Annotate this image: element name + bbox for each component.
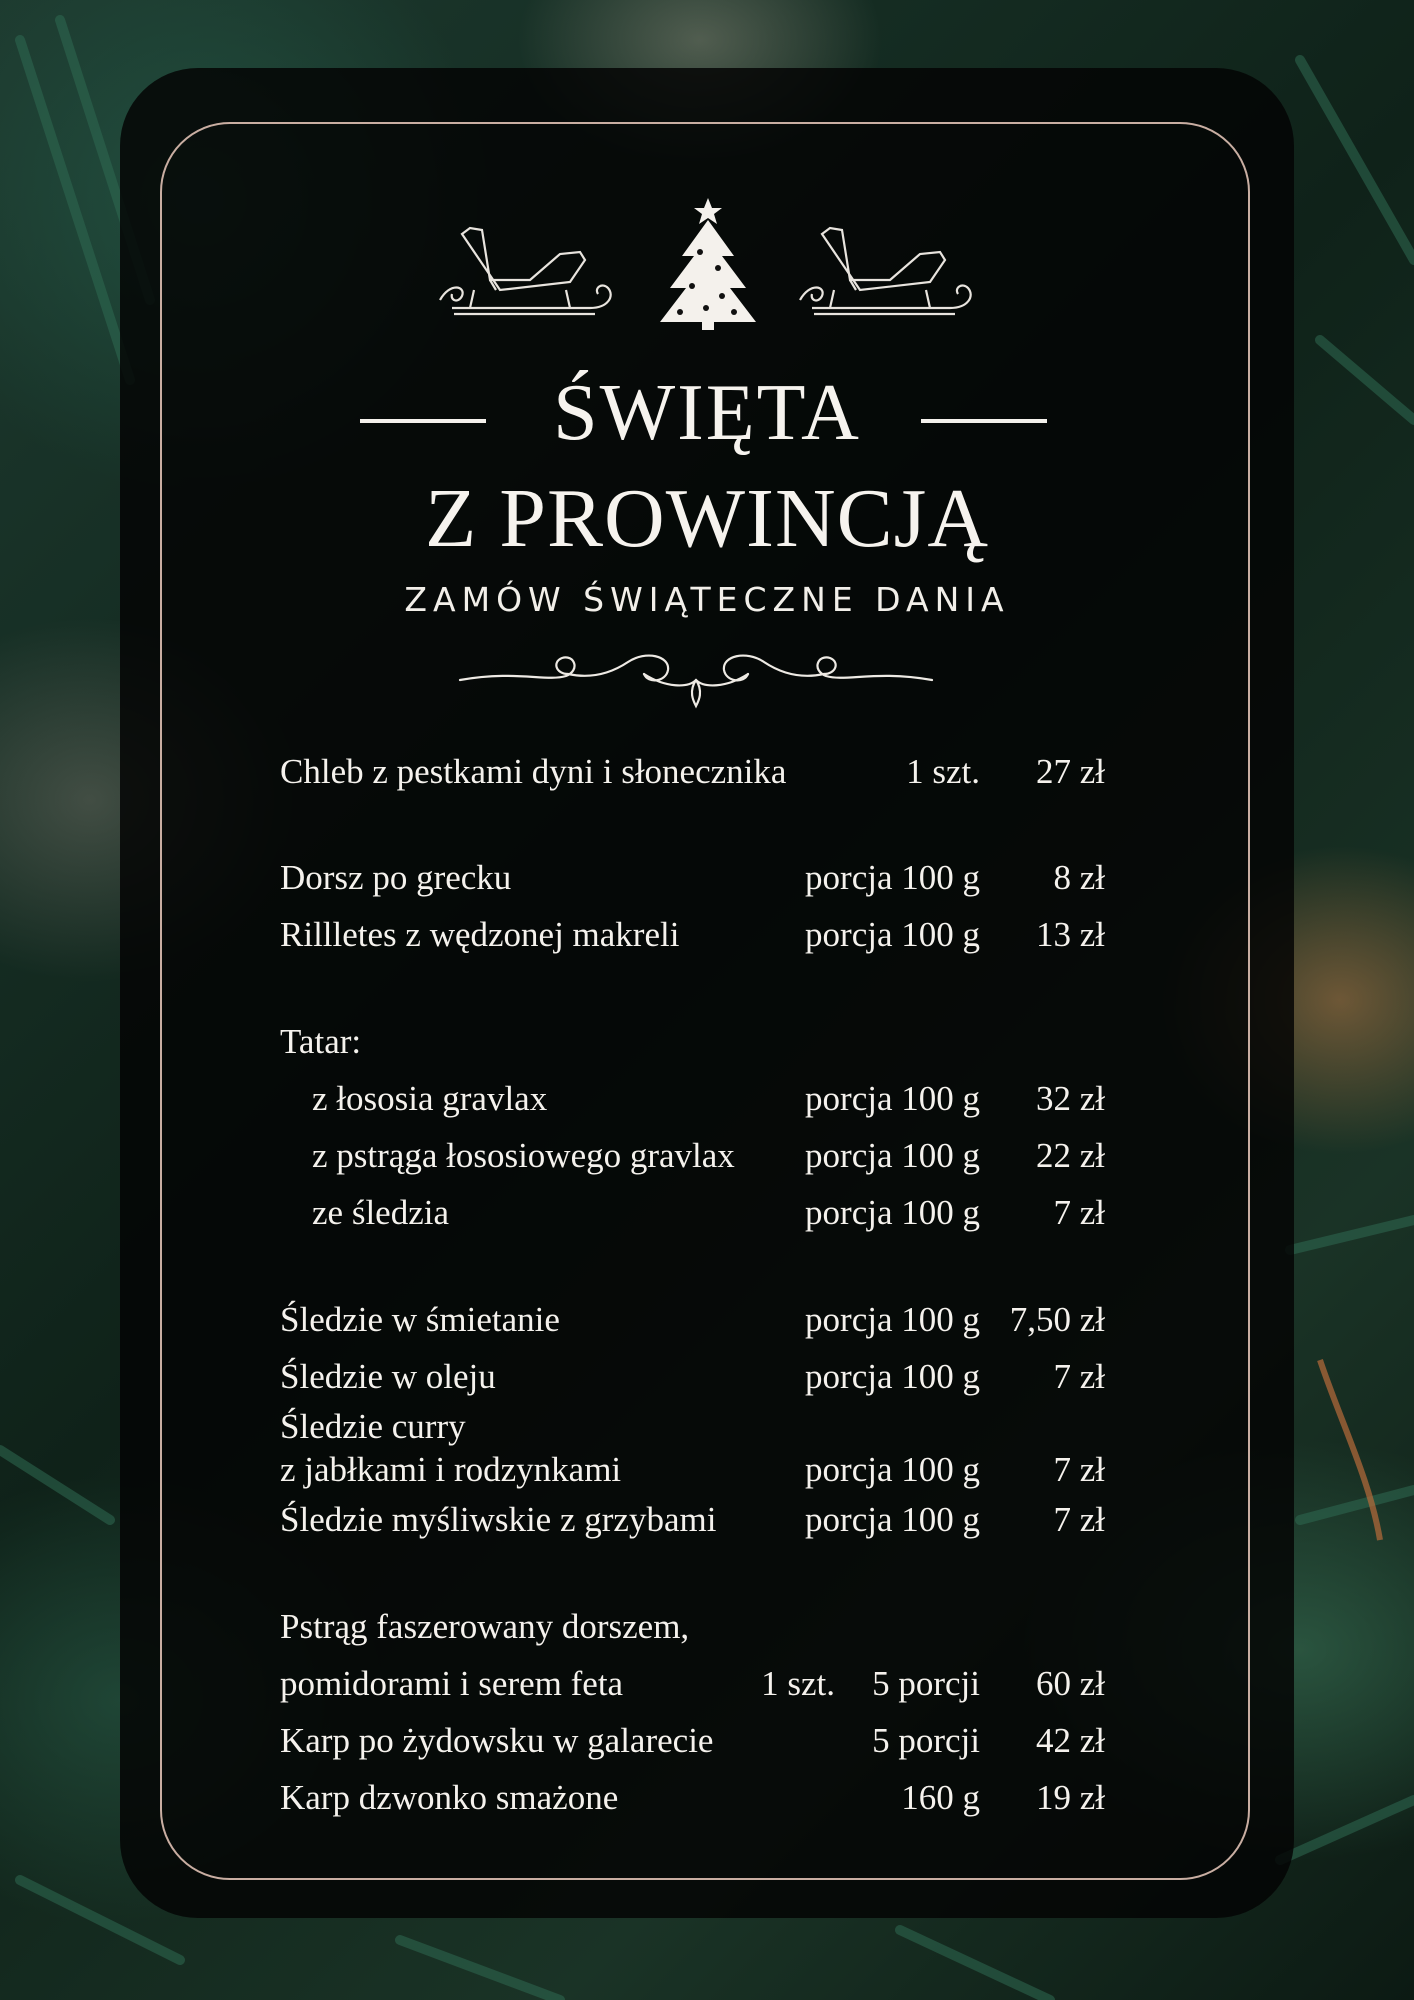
title-line-2: Z PROWINCJĄ xyxy=(424,472,989,565)
menu-item-karp-smazony xyxy=(280,1773,1105,1823)
item-quantity: 1 szt. xyxy=(906,752,980,791)
item-quantity: porcja 100 g xyxy=(805,1079,980,1118)
menu-item-pstrag-line1 xyxy=(280,1602,1105,1652)
item-price: 7,50 zł xyxy=(1009,1300,1105,1339)
menu-item-tatar-sledz xyxy=(280,1188,1105,1238)
item-price: 13 zł xyxy=(1035,915,1105,954)
item-price: 60 zł xyxy=(1035,1664,1105,1703)
item-price: 7 zł xyxy=(1053,1500,1105,1539)
item-quantity: porcja 100 g xyxy=(805,1300,980,1339)
item-price: 32 zł xyxy=(1035,1079,1105,1118)
section-heading: Tatar: xyxy=(280,1022,362,1061)
menu-section-tatar xyxy=(280,1017,1105,1067)
item-name: Karp dzwonko smażone xyxy=(280,1778,619,1817)
item-price: 42 zł xyxy=(1035,1721,1105,1760)
item-name: z pstrąga łososiowego gravlax xyxy=(312,1136,735,1175)
item-quantity: porcja 100 g xyxy=(805,858,980,897)
item-price: 7 zł xyxy=(1053,1357,1105,1396)
item-price: 22 zł xyxy=(1035,1136,1105,1175)
item-name: Śledzie w śmietanie xyxy=(280,1300,560,1339)
item-name: z jabłkami i rodzynkami xyxy=(280,1450,622,1489)
item-name: Śledzie w oleju xyxy=(280,1357,496,1396)
item-name: Śledzie curry xyxy=(280,1407,466,1446)
item-price: 8 zł xyxy=(1053,858,1105,897)
item-name: Śledzie myśliwskie z grzybami xyxy=(280,1500,717,1539)
item-price: 19 zł xyxy=(1035,1778,1105,1817)
menu-item-tatar-losos xyxy=(280,1074,1105,1124)
menu-item-sledzie-mysliwskie xyxy=(280,1495,1105,1545)
item-price: 27 zł xyxy=(1035,752,1105,791)
item-quantity: porcja 100 g xyxy=(805,1450,980,1489)
item-name: pomidorami i serem feta xyxy=(280,1664,624,1703)
subtitle: ZAMÓW ŚWIĄTECZNE DANIA xyxy=(404,580,1010,619)
menu-item-karp-zydowski xyxy=(280,1716,1105,1766)
item-pieces: 1 szt. xyxy=(761,1664,835,1703)
item-quantity: porcja 100 g xyxy=(805,1193,980,1232)
item-quantity: porcja 100 g xyxy=(805,1357,980,1396)
menu-item-rillletes xyxy=(280,910,1105,960)
menu-item-sledzie-smietana xyxy=(280,1295,1105,1345)
item-name: Dorsz po grecku xyxy=(280,858,512,897)
title-line-1: ŚWIĘTA xyxy=(553,369,861,457)
menu-item-dorsz xyxy=(280,853,1105,903)
item-name: Rillletes z wędzonej makreli xyxy=(280,915,680,954)
item-quantity: 160 g xyxy=(901,1778,980,1817)
item-name: Pstrąg faszerowany dorszem, xyxy=(280,1607,690,1646)
item-price: 7 zł xyxy=(1053,1193,1105,1232)
menu-item-chleb xyxy=(280,747,1105,797)
item-quantity: porcja 100 g xyxy=(805,1136,980,1175)
menu-item-tatar-pstrag xyxy=(280,1131,1105,1181)
item-name: z łososia gravlax xyxy=(312,1079,548,1118)
item-quantity: porcja 100 g xyxy=(805,915,980,954)
item-name: ze śledzia xyxy=(312,1193,449,1232)
item-quantity: 5 porcji xyxy=(872,1721,980,1760)
item-quantity: 5 porcji xyxy=(872,1664,980,1703)
item-price: 7 zł xyxy=(1053,1450,1105,1489)
item-name: Chleb z pestkami dyni i słonecznika xyxy=(280,752,787,791)
menu-item-pstrag xyxy=(280,1659,1105,1709)
menu-item-sledzie-olej xyxy=(280,1352,1105,1402)
item-name: Karp po żydowsku w galarecie xyxy=(280,1721,714,1760)
item-quantity: porcja 100 g xyxy=(805,1500,980,1539)
menu-item-sledzie-curry xyxy=(280,1445,1105,1495)
